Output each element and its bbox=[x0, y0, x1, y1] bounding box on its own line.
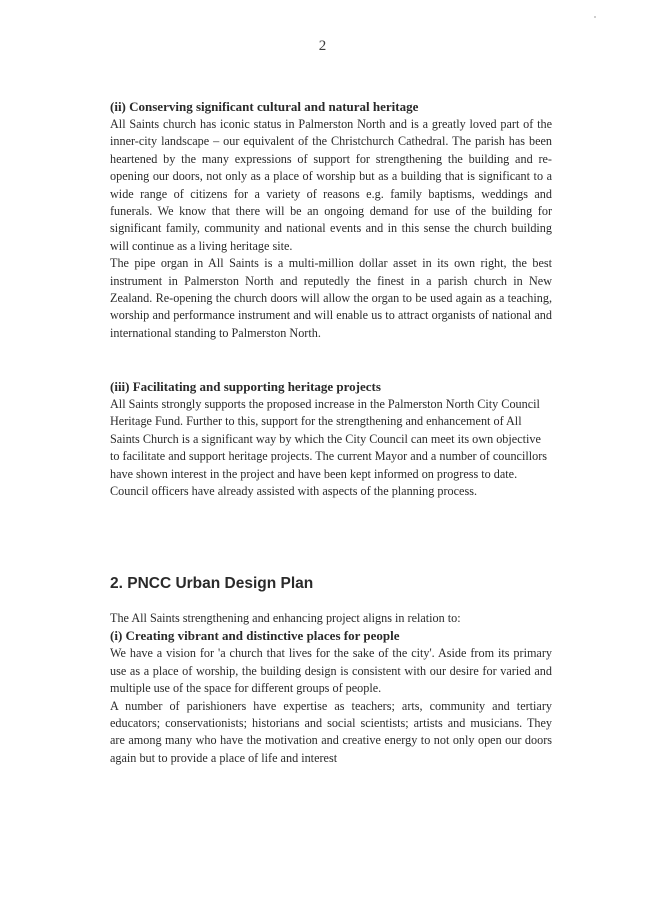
section-heading-conserving: (ii) Conserving significant cultural and natural heritage bbox=[110, 99, 419, 114]
section-title-urban-design: 2. PNCC Urban Design Plan bbox=[110, 575, 314, 592]
section-heading-vibrant-places: (i) Creating vibrant and distinctive places for people bbox=[110, 628, 400, 644]
section-heading-facilitating: (iii) Facilitating and supporting heritage projects bbox=[110, 379, 381, 394]
section-urban-design-plan bbox=[110, 574, 552, 767]
paragraph-parishioners: A number of parishioners have expertise as teachers; arts, community and tertiary educators; conservationists; historians and social scientists; artists and musicians. They are among many who have the motivation and creative energy to not only open our doors again but to provide a place of life and interest bbox=[110, 698, 552, 765]
section-conserving-heritage bbox=[110, 98, 552, 342]
scan-speck bbox=[594, 16, 596, 18]
paragraph-pipe-organ: The pipe organ in All Saints is a multi-million dollar asset in its own right, the best instrument in Palmerston North and reputedly the finest in a parish church in New Zealand. Re-opening the church doors will allow the organ to be used again as a teaching, worship and performance instrument and will enable us to attract organists of national and international standing to Palmerston North. bbox=[110, 256, 552, 340]
paragraph-iconic-status: All Saints church has iconic status in Palmerston North and is a greatly loved part of the inner-city landscape – our equivalent of the Christchurch Cathedral. The parish has been heartened by the many expressions of support for strengthening the building and re-opening our doors, not only as a place of worship but as a building that is significant to a wide range of citizens for a variety of reasons e.g. family baptisms, weddings and funerals. We know that there will be an ongoing demand for use of the building for significant family, community and national events and in this sense the church building will continue as a living heritage site. bbox=[110, 117, 552, 253]
paragraph-church-vision: We have a vision for 'a church that lives for the sake of the city'. Aside from its primary use as a place of worship, the building design is consistent with our desire for varied and multiple use of the space for different groups of people. bbox=[110, 646, 552, 696]
paragraph-heritage-fund: All Saints strongly supports the proposed increase in the Palmerston North City Council Heritage Fund. Further to this, support for the strengthening and enhancement of All Saints Church is a significant way by which the City Council can meet its own objective to facilitate and support heritage projects. The current Mayor and a number of councillors have shown interest in the project and have been kept informed on progress to date. Council officers have already assisted with aspects of the planning process. bbox=[110, 397, 548, 499]
paragraph-alignment-intro: The All Saints strengthening and enhancing project aligns in relation to: bbox=[110, 611, 461, 625]
section-facilitating-heritage bbox=[110, 378, 552, 500]
page-number: 2 bbox=[318, 38, 327, 54]
